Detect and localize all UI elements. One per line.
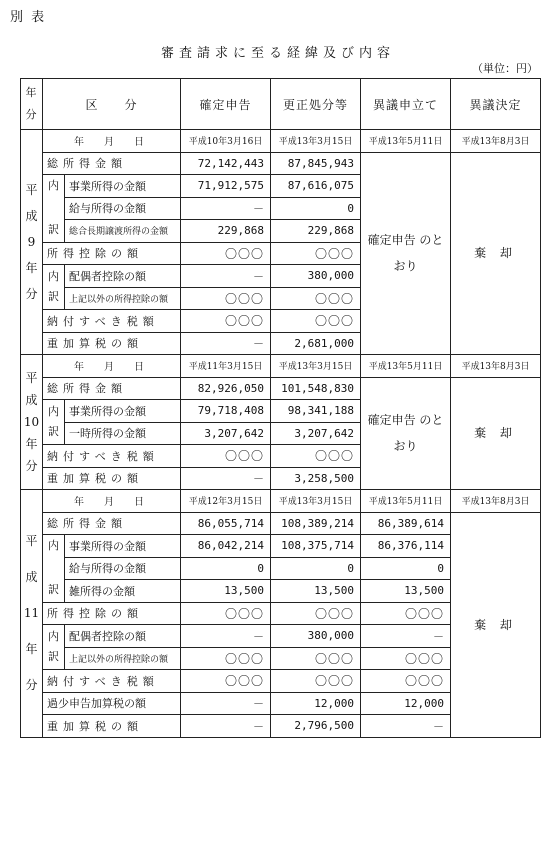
cell-igi: 〇〇〇: [361, 647, 451, 670]
cell-kakutei: －: [181, 265, 271, 288]
h9-date-row: [21, 130, 541, 153]
unit-label: （単位：円）: [472, 62, 538, 75]
cell-igi: 13,500: [361, 580, 451, 603]
table-row: [21, 512, 541, 535]
cell-kakutei: 79,718,408: [181, 400, 271, 423]
h10-date-label: 年 月 日: [43, 355, 181, 378]
cell-kosei: 3,258,500: [271, 467, 361, 490]
row-label: 配偶者控除の額: [65, 265, 181, 288]
cell-igi: 0: [361, 557, 451, 580]
cell-kakutei: 13,500: [181, 580, 271, 603]
header-year: 年 分: [21, 79, 43, 130]
h11-date-kosei: 平成13年3月15日: [271, 490, 361, 513]
h11-date-kakutei: 平成12年3月15日: [181, 490, 271, 513]
cell-kosei: 2,796,500: [271, 715, 361, 738]
cell-kosei: 3,207,642: [271, 422, 361, 445]
h11-igi-kettei: 棄 却: [451, 512, 541, 737]
cell-kakutei: 82,926,050: [181, 377, 271, 400]
cell-kakutei: －: [181, 467, 271, 490]
cell-kakutei: 0: [181, 557, 271, 580]
cell-igi: －: [361, 625, 451, 648]
cell-kosei: 98,341,188: [271, 400, 361, 423]
uchi-wake-label: 内 訳: [43, 625, 65, 670]
cell-igi: 86,389,614: [361, 512, 451, 535]
h10-year-label: 平 成 10 年 分: [21, 355, 43, 490]
h11-date-row: [21, 490, 541, 513]
cell-kosei: 13,500: [271, 580, 361, 603]
h10-date-kakutei: 平成11年3月15日: [181, 355, 271, 378]
cell-igi: 〇〇〇: [361, 670, 451, 693]
h10-igi-kettei: 棄 却: [451, 377, 541, 490]
row-label: 重加算税の額: [43, 715, 181, 738]
h9-igi-moushitate: 確定申告 のとおり: [361, 152, 451, 355]
cell-igi: 12,000: [361, 692, 451, 715]
row-label: 上記以外の所得控除の額: [65, 287, 181, 310]
h11-date-label: 年 月 日: [43, 490, 181, 513]
row-label: 総合長期譲渡所得の金額: [65, 220, 181, 243]
row-label: 総所得金額: [43, 377, 181, 400]
cell-kakutei: 〇〇〇: [181, 310, 271, 333]
row-label: 雑所得の金額: [65, 580, 181, 603]
h10-igi-moushitate: 確定申告 のとおり: [361, 377, 451, 490]
h9-year-label: 平 成 9 年 分: [21, 130, 43, 355]
header-kubun: 区 分: [43, 79, 181, 130]
header-kosei: 更正処分等: [271, 79, 361, 130]
cell-kosei: 2,681,000: [271, 332, 361, 355]
cell-kosei: 0: [271, 557, 361, 580]
row-label: 事業所得の金額: [65, 175, 181, 198]
uchi-wake-label: 内 訳: [43, 175, 65, 243]
cell-kakutei: 71,912,575: [181, 175, 271, 198]
cell-kakutei: 72,142,443: [181, 152, 271, 175]
cell-kakutei: 〇〇〇: [181, 602, 271, 625]
cell-kakutei: 86,042,214: [181, 535, 271, 558]
row-label: 納付すべき税額: [43, 445, 181, 468]
cell-kosei: 〇〇〇: [271, 602, 361, 625]
cell-igi: 〇〇〇: [361, 602, 451, 625]
cell-kosei: 87,845,943: [271, 152, 361, 175]
cell-igi: 86,376,114: [361, 535, 451, 558]
h10-date-igi: 平成13年5月11日: [361, 355, 451, 378]
cell-kosei: 380,000: [271, 265, 361, 288]
cell-kosei: 87,616,075: [271, 175, 361, 198]
h9-date-kettei: 平成13年8月3日: [451, 130, 541, 153]
cell-kosei: 101,548,830: [271, 377, 361, 400]
cell-kosei: 229,868: [271, 220, 361, 243]
header-igi-moushitate: 異議申立て: [361, 79, 451, 130]
row-label: 給与所得の金額: [65, 557, 181, 580]
h11-date-kettei: 平成13年8月3日: [451, 490, 541, 513]
cell-kakutei: 86,055,714: [181, 512, 271, 535]
row-label: 重加算税の額: [43, 332, 181, 355]
header-kakutei: 確定申告: [181, 79, 271, 130]
cell-igi: －: [361, 715, 451, 738]
h11-year-label: 平 成 11 年 分: [21, 490, 43, 738]
cell-kosei: 〇〇〇: [271, 445, 361, 468]
h10-date-kosei: 平成13年3月15日: [271, 355, 361, 378]
cell-kosei: 〇〇〇: [271, 647, 361, 670]
cell-kakutei: 3,207,642: [181, 422, 271, 445]
cell-kakutei: －: [181, 197, 271, 220]
cell-kosei: 〇〇〇: [271, 310, 361, 333]
header-row: [21, 79, 541, 130]
history-table: [20, 78, 541, 738]
cell-kakutei: 〇〇〇: [181, 647, 271, 670]
row-label: 上記以外の所得控除の額: [65, 647, 181, 670]
table-row: [21, 377, 541, 400]
cell-kosei: 380,000: [271, 625, 361, 648]
h10-date-row: [21, 355, 541, 378]
row-label: 事業所得の金額: [65, 400, 181, 423]
cell-kosei: 108,375,714: [271, 535, 361, 558]
row-label: 総所得金額: [43, 512, 181, 535]
cell-kosei: 108,389,214: [271, 512, 361, 535]
row-label: 所得控除の額: [43, 602, 181, 625]
uchi-wake-label: 内 訳: [43, 265, 65, 310]
cell-kakutei: 〇〇〇: [181, 242, 271, 265]
row-label: 配偶者控除の額: [65, 625, 181, 648]
cell-kakutei: －: [181, 715, 271, 738]
h9-date-label: 年 月 日: [43, 130, 181, 153]
cell-kosei: 12,000: [271, 692, 361, 715]
header-igi-kettei: 異議決定: [451, 79, 541, 130]
cell-kosei: 〇〇〇: [271, 242, 361, 265]
uchi-wake-label: 内 訳: [43, 535, 65, 603]
table-row: [21, 152, 541, 175]
h9-date-igi: 平成13年5月11日: [361, 130, 451, 153]
row-label: 所得控除の額: [43, 242, 181, 265]
h9-date-kosei: 平成13年3月15日: [271, 130, 361, 153]
cell-kosei: 〇〇〇: [271, 670, 361, 693]
cell-kosei: 〇〇〇: [271, 287, 361, 310]
row-label: 給与所得の金額: [65, 197, 181, 220]
h11-date-igi: 平成13年5月11日: [361, 490, 451, 513]
top-label: 別 表: [10, 10, 47, 25]
row-label: 重加算税の額: [43, 467, 181, 490]
h9-date-kakutei: 平成10年3月16日: [181, 130, 271, 153]
cell-kakutei: 〇〇〇: [181, 670, 271, 693]
row-label: 過少申告加算税の額: [43, 692, 181, 715]
row-label: 納付すべき税額: [43, 310, 181, 333]
h10-date-kettei: 平成13年8月3日: [451, 355, 541, 378]
cell-kakutei: －: [181, 625, 271, 648]
cell-kakutei: －: [181, 332, 271, 355]
cell-kakutei: 〇〇〇: [181, 287, 271, 310]
page-title: 審査請求に至る経緯及び内容: [160, 46, 395, 61]
cell-kakutei: －: [181, 692, 271, 715]
uchi-wake-label: 内 訳: [43, 400, 65, 445]
cell-kosei: 0: [271, 197, 361, 220]
row-label: 総所得金額: [43, 152, 181, 175]
row-label: 事業所得の金額: [65, 535, 181, 558]
cell-kakutei: 〇〇〇: [181, 445, 271, 468]
h9-igi-kettei: 棄 却: [451, 152, 541, 355]
row-label: 納付すべき税額: [43, 670, 181, 693]
row-label: 一時所得の金額: [65, 422, 181, 445]
cell-kakutei: 229,868: [181, 220, 271, 243]
